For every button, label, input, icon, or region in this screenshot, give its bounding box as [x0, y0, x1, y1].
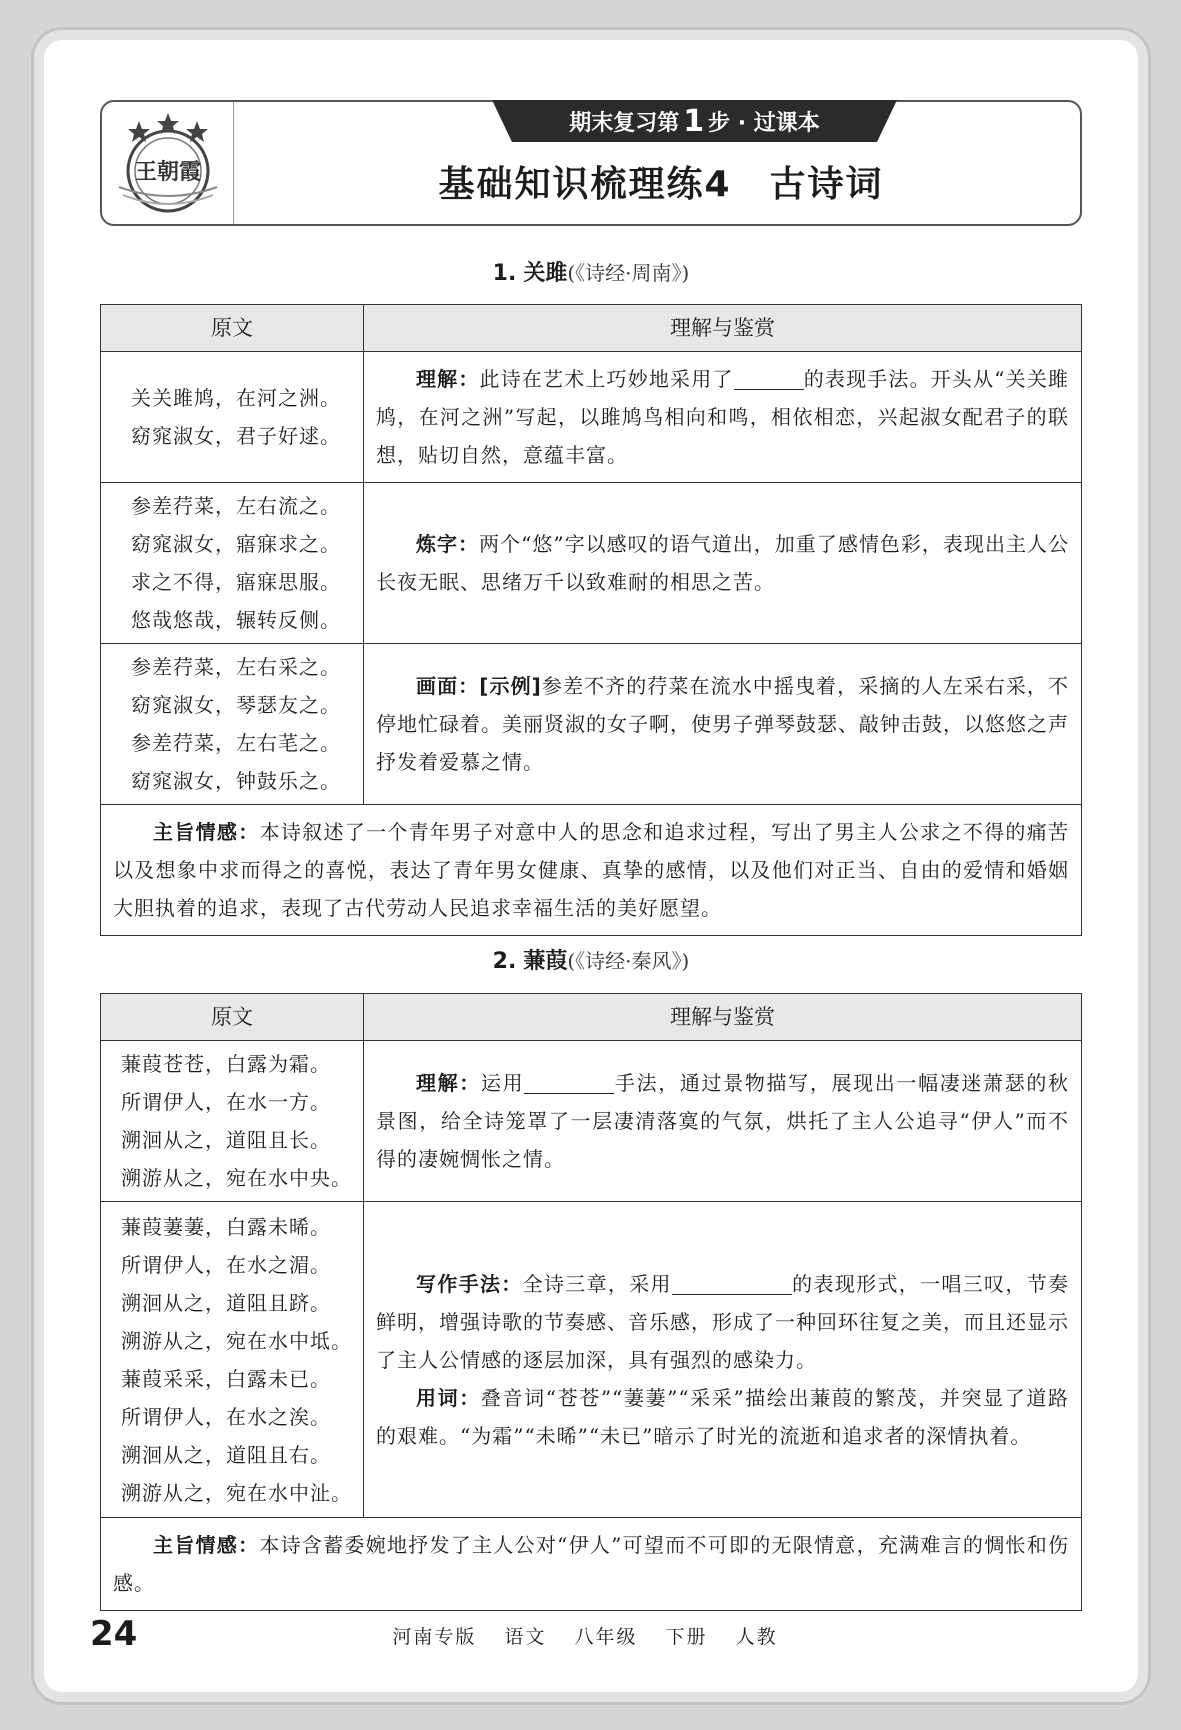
original-text: 关关雎鸠，在河之洲。 窈窕淑女，君子好逑。 [101, 352, 364, 483]
original-text: 参差荇菜，左右流之。 窈窕淑女，寤寐求之。 求之不得，寤寐思服。 悠哉悠哉，辗转反侧。 [101, 483, 364, 644]
page-title: 基础知识梳理练4 古诗词 [438, 164, 884, 205]
page-footer [90, 1614, 1080, 1654]
step-tab-number: 1 [683, 103, 705, 139]
analysis-label: 写作手法： [416, 1271, 523, 1296]
summary-text: 主旨情感：本诗叙述了一个青年男子对意中人的思念和追求过程，写出了男主人公求之不得的痛苦以及想象中求而得之的喜悦，表达了青年男女健康、真挚的感情，以及他们对正当、自由的爱情和婚姻大胆执着的追求，表现了古代劳动人民追求幸福生活的美好愿望。 [101, 805, 1082, 936]
poem-table-1 [100, 304, 1082, 936]
step-tab [492, 100, 897, 142]
table-row [101, 483, 1082, 644]
analysis-label: 理解： [416, 1071, 481, 1095]
table-row [101, 1041, 1082, 1202]
logo-seal-icon [109, 109, 227, 217]
analysis-text: 写作手法：全诗三章，采用 的表现形式，一唱三叹，节奏鲜明，增强诗歌的节奏感、音乐感，形成了一种回环往复之美，而且还显示了主人公情感的逐层加深，具有强烈的感染力。 用词：叠音词“苍苍”“萋萋”“采采”描绘出蒹葭的繁茂，并突显了道路的艰难。“为霜”“未晞”“未已”暗示了时光的流逝和追求者的深情执着。 [364, 1202, 1082, 1518]
section-2-title [100, 944, 1082, 975]
step-tab-suffix: 步 · 过课本 [708, 110, 820, 136]
analysis-text: 画面：[示例]参差不齐的荇菜在流水中摇曳着，采摘的人左采右采，不停地忙碌着。美丽贤淑的女子啊，使男子弹琴鼓瑟、敲钟击鼓，以悠悠之声抒发着爱慕之情。 [364, 644, 1082, 805]
section-1-number: 1. [492, 261, 517, 286]
page-number: 24 [90, 1614, 138, 1654]
section-1-source: (《诗经·周南》) [567, 261, 690, 285]
example-tag: [示例] [479, 674, 542, 698]
footer-grade: 八年级 [574, 1626, 638, 1648]
section-1-name: 关雎 [523, 261, 568, 286]
publisher-logo [102, 102, 234, 224]
section-2-number: 2. [492, 949, 517, 974]
analysis-label: 画面： [416, 674, 480, 698]
summary-label: 主旨情感： [153, 1533, 260, 1557]
analysis-text: 理解：此诗在艺术上巧妙地采用了 的表现手法。开头从“关关雎鸠，在河之洲”写起，以雎鸠鸟相向和鸣，相依相恋，兴起淑女配君子的联想，贴切自然，意蕴丰富。 [364, 352, 1082, 483]
col-header-original: 原文 [101, 994, 364, 1041]
analysis-label: 炼字： [416, 532, 480, 556]
col-header-analysis: 理解与鉴赏 [364, 305, 1082, 352]
step-tab-prefix: 期末复习第 [569, 110, 680, 136]
section-1-title [100, 256, 1082, 287]
answer-blank[interactable] [734, 364, 804, 390]
summary-row [101, 805, 1082, 936]
poem-table-2 [100, 993, 1082, 1611]
original-text: 参差荇菜，左右采之。 窈窕淑女，琴瑟友之。 参差荇菜，左右芼之。 窈窕淑女，钟鼓乐之。 [101, 644, 364, 805]
summary-row [101, 1518, 1082, 1611]
original-text: 蒹葭萋萋，白露未晞。 所谓伊人，在水之湄。 溯洄从之，道阻且跻。 溯游从之，宛在水中坻。 蒹葭采采，白露未已。 所谓伊人，在水之涘。 溯洄从之，道阻且右。 溯游从之，宛在水中沚。 [101, 1202, 364, 1518]
col-header-original: 原文 [101, 305, 364, 352]
footer-meta [90, 1622, 1080, 1649]
analysis-text: 理解：运用 手法，通过景物描写，展现出一幅凄迷萧瑟的秋景图，给全诗笼罩了一层凄清落寞的气氛，烘托了主人公追寻“伊人”而不得的凄婉惆怅之情。 [364, 1041, 1082, 1202]
section-2-name: 蒹葭 [523, 949, 568, 974]
footer-term: 下册 [665, 1626, 708, 1648]
footer-edition: 河南专版 [392, 1626, 477, 1648]
original-text: 蒹葭苍苍，白露为霜。 所谓伊人，在水一方。 溯洄从之，道阻且长。 溯游从之，宛在水中央。 [101, 1041, 364, 1202]
footer-publisher: 人教 [735, 1626, 778, 1648]
answer-blank[interactable] [672, 1269, 792, 1295]
summary-label: 主旨情感： [153, 820, 260, 844]
col-header-analysis: 理解与鉴赏 [364, 994, 1082, 1041]
table-row [101, 644, 1082, 805]
analysis-label: 理解： [416, 367, 480, 391]
analysis-text: 炼字：两个“悠”字以感叹的语气道出，加重了感情色彩，表现出主人公长夜无眠、思绪万千以致难耐的相思之苦。 [364, 483, 1082, 644]
footer-subject: 语文 [504, 1626, 547, 1648]
section-2-source: (《诗经·秦风》) [567, 949, 690, 973]
header-card [100, 100, 1082, 226]
answer-blank[interactable] [524, 1068, 614, 1094]
analysis-label: 用词： [416, 1385, 481, 1410]
logo-text: 王朝霞 [134, 159, 201, 185]
table-row [101, 1202, 1082, 1518]
table-row [101, 352, 1082, 483]
summary-text: 主旨情感：本诗含蓄委婉地抒发了主人公对“伊人”可望而不可即的无限情意，充满难言的惆怅和伤感。 [101, 1518, 1082, 1611]
